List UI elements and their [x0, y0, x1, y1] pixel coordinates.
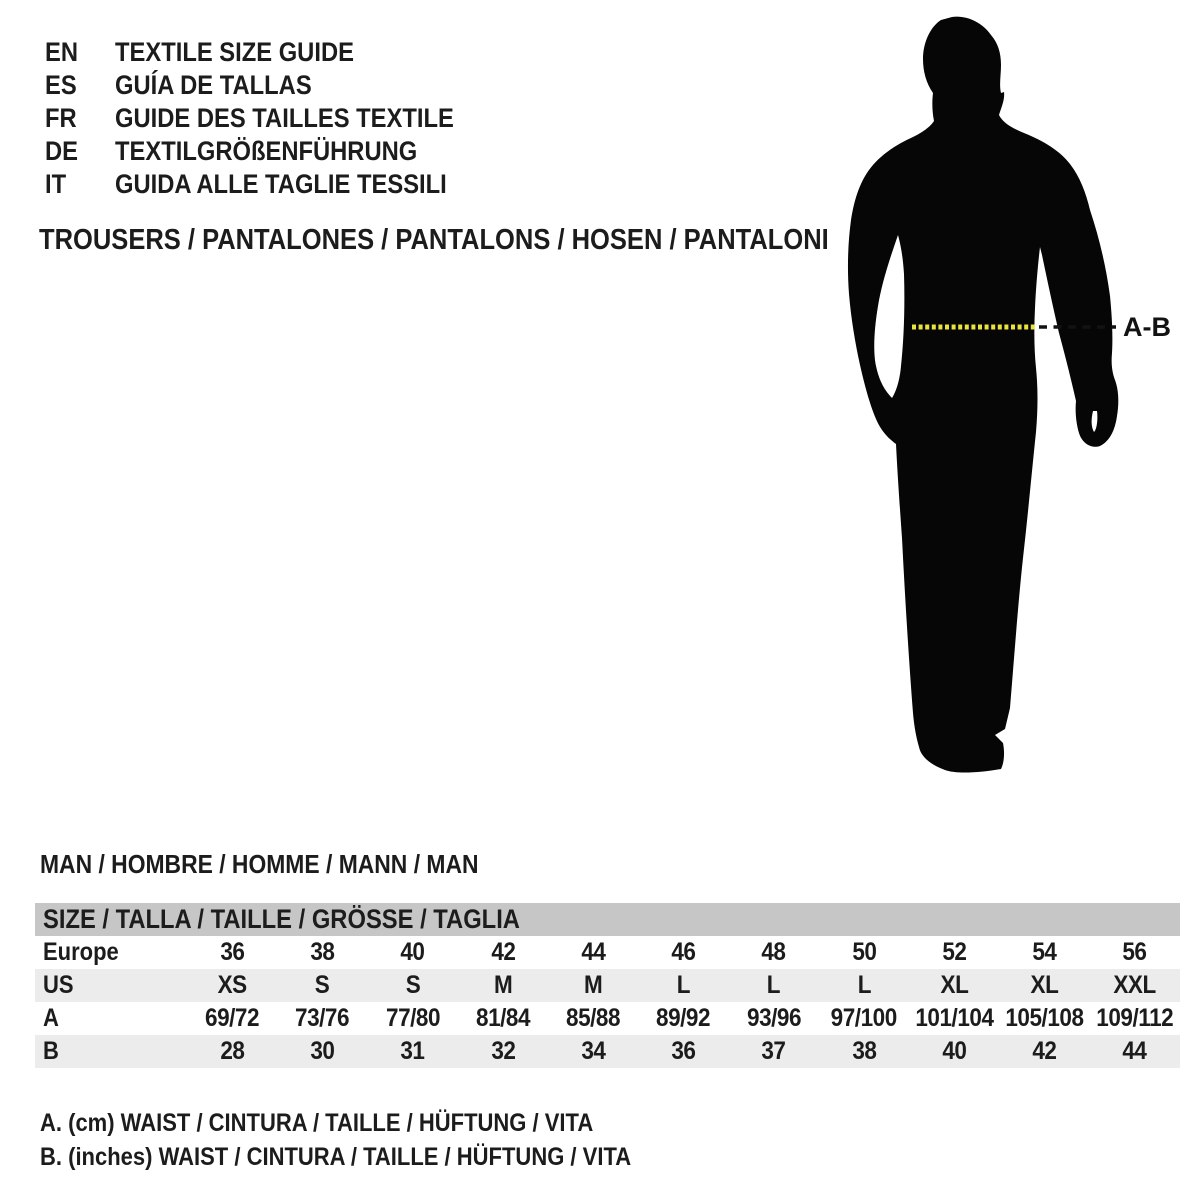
category-title: TROUSERS / PANTALONES / PANTALONS / HOSEN / PANTALONI — [39, 224, 829, 256]
size-cell: 31 — [400, 1037, 425, 1065]
language-row — [45, 36, 500, 69]
size-cell: 38 — [851, 1037, 877, 1065]
language-list — [45, 36, 500, 201]
size-cell: 89/92 — [656, 1004, 711, 1032]
language-code: ES — [45, 70, 77, 100]
size-cell: 54 — [1032, 938, 1057, 966]
size-cell: S — [405, 971, 420, 999]
table-row-us — [35, 969, 1180, 1002]
man-silhouette — [848, 17, 1118, 773]
row-label: A — [43, 1004, 59, 1032]
row-label: US — [43, 971, 74, 999]
footnote-cm: A. (cm) WAIST / CINTURA / TAILLE / HÜFTUNG / VITA — [40, 1108, 594, 1137]
size-table-header: SIZE / TALLA / TAILLE / GRÖSSE / TAGLIA — [35, 903, 1180, 936]
size-cell: 46 — [671, 938, 696, 966]
size-cell: 36 — [220, 938, 245, 966]
footnote-inches: B. (inches) WAIST / CINTURA / TAILLE / HÜFTUNG / VITA — [40, 1142, 632, 1171]
language-label: TEXTILE SIZE GUIDE — [115, 37, 354, 67]
table-row-a-cm — [35, 1002, 1180, 1035]
size-cell: 40 — [400, 938, 425, 966]
size-cell: XL — [940, 971, 969, 999]
size-cell: XL — [1030, 971, 1059, 999]
size-cell: L — [676, 971, 691, 999]
size-cell: 28 — [220, 1037, 245, 1065]
footnotes — [40, 1106, 712, 1174]
size-cell: 30 — [310, 1037, 335, 1065]
language-code: EN — [45, 37, 79, 67]
size-cell: 32 — [490, 1037, 515, 1065]
size-cell: 44 — [581, 938, 606, 966]
size-cell: 93/96 — [746, 1004, 801, 1032]
measure-label: A-B — [1123, 312, 1171, 342]
size-cell: XXL — [1113, 971, 1156, 999]
language-row — [45, 102, 500, 135]
size-cell: 97/100 — [830, 1004, 898, 1032]
size-cell: 77/80 — [385, 1004, 440, 1032]
gender-heading: MAN / HOMBRE / HOMME / MANN / MAN — [40, 849, 479, 879]
size-cell: M — [584, 971, 603, 999]
size-cell: 37 — [761, 1037, 786, 1065]
size-cell: 85/88 — [566, 1004, 621, 1032]
table-row-europe — [35, 936, 1180, 969]
size-cell: 50 — [851, 938, 877, 966]
language-code: IT — [45, 169, 67, 199]
language-row — [45, 69, 500, 102]
language-row — [45, 135, 500, 168]
row-label: B — [43, 1037, 59, 1065]
size-cell: 42 — [490, 938, 515, 966]
man-figure — [820, 0, 1200, 800]
language-label: GUIDE DES TAILLES TEXTILE — [115, 103, 454, 133]
size-cell: 73/76 — [295, 1004, 350, 1032]
language-row — [45, 168, 500, 201]
size-cell: 44 — [1122, 1037, 1147, 1065]
language-code: DE — [45, 136, 79, 166]
size-cell: 36 — [671, 1037, 696, 1065]
size-cell: 48 — [761, 938, 786, 966]
size-cell: L — [767, 971, 781, 999]
size-cell: 81/84 — [475, 1004, 530, 1032]
size-cell: 56 — [1122, 938, 1147, 966]
language-label: GUIDA ALLE TAGLIE TESSILI — [115, 169, 447, 199]
size-table — [35, 903, 1180, 1068]
language-code: FR — [45, 103, 77, 133]
size-cell: S — [315, 971, 330, 999]
size-cell: 42 — [1032, 1037, 1057, 1065]
row-label: Europe — [43, 938, 119, 966]
size-cell: L — [857, 971, 871, 999]
size-cell: 69/72 — [205, 1004, 260, 1032]
language-label: TEXTILGRÖßENFÜHRUNG — [115, 136, 418, 166]
size-cell: 38 — [310, 938, 335, 966]
size-cell: 109/112 — [1096, 1004, 1174, 1032]
size-cell: 101/104 — [915, 1004, 994, 1032]
size-cell: 52 — [942, 938, 967, 966]
size-cell: 40 — [942, 1037, 967, 1065]
language-label: GUÍA DE TALLAS — [115, 70, 312, 100]
size-cell: 105/108 — [1005, 1004, 1084, 1032]
table-row-b-inches — [35, 1035, 1180, 1068]
size-cell: XS — [217, 971, 247, 999]
size-cell: 34 — [581, 1037, 606, 1065]
size-cell: M — [493, 971, 513, 999]
